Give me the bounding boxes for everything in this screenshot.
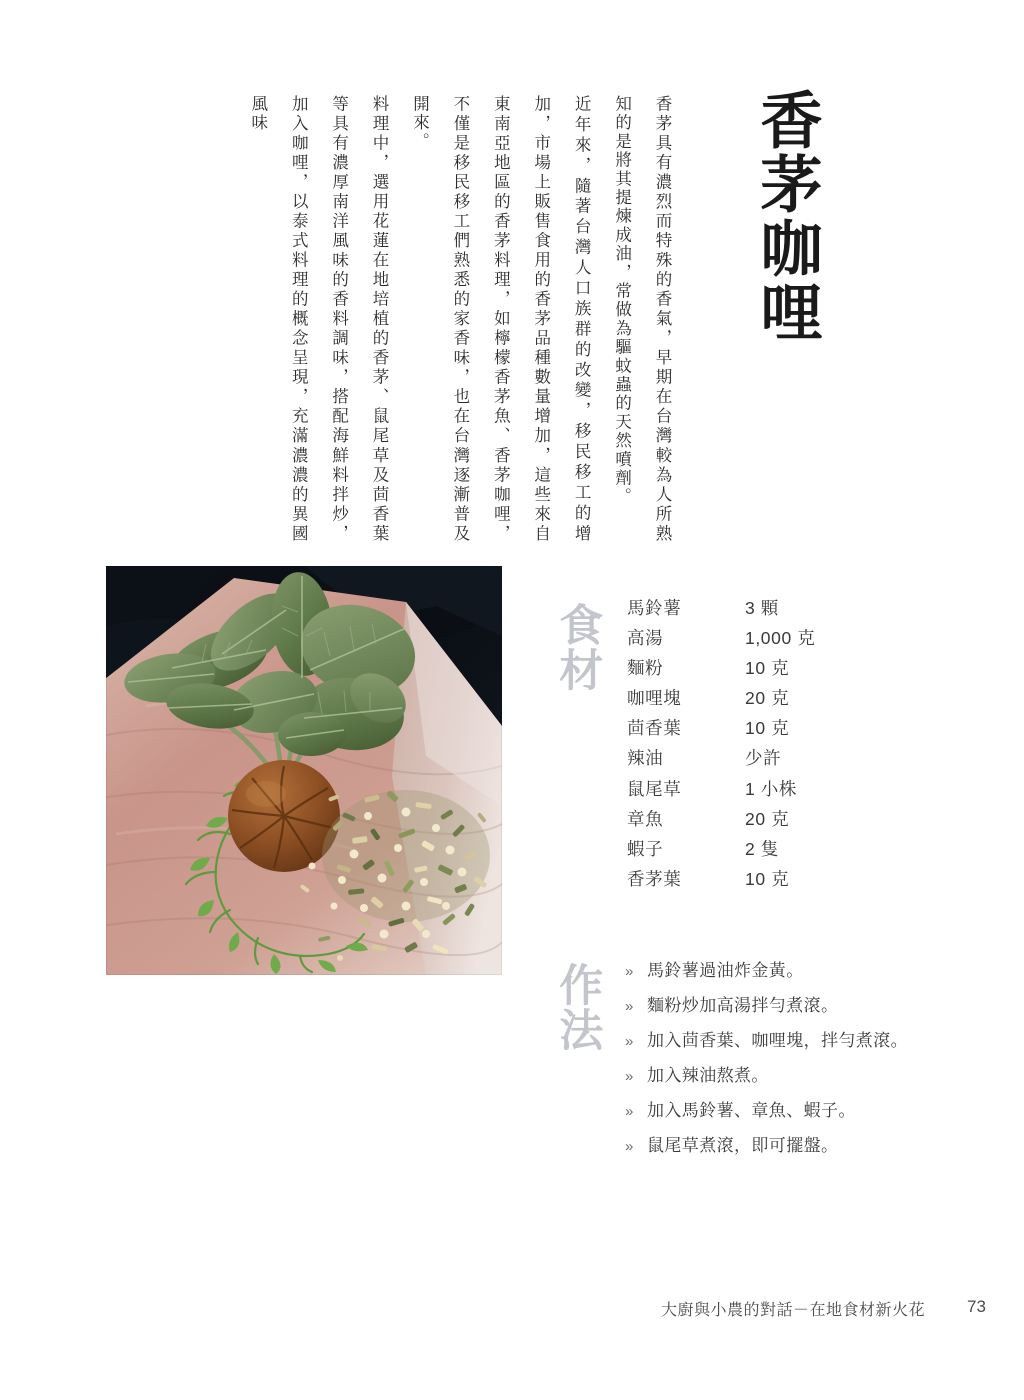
list-item — [625, 1067, 985, 1102]
ingredient-amount: 20 克 — [745, 688, 790, 709]
ingredient-name: 茴香葉 — [627, 718, 682, 739]
ingredient-name: 蝦子 — [627, 838, 664, 859]
ingredient-amount: 少許 — [745, 748, 782, 769]
table-row — [627, 660, 815, 690]
ingredient-name: 香茅葉 — [627, 868, 682, 889]
list-item — [625, 1137, 985, 1172]
ingredients-table — [627, 600, 815, 901]
table-row — [627, 841, 815, 871]
page-title: 香茅咖哩 — [751, 88, 819, 344]
table-row — [627, 871, 815, 901]
method-step-text: 麵粉炒加高湯拌勻煮滾。 — [647, 996, 839, 1015]
bullet-icon: » — [625, 998, 634, 1015]
intro-paragraph-2: 近年來，隨著台灣人口族群的改變，移民移工的增加，市場上販售食用的香茅品種數量增加，這些來自東南亞地區的香茅料理，如檸檬香茅魚、香茅咖哩，不僅是移民移工們熟悉的家香味，也在台灣逐漸普及開來。 — [410, 95, 592, 543]
ingredient-amount: 10 克 — [745, 718, 790, 739]
list-item — [625, 997, 985, 1032]
table-row — [627, 781, 815, 811]
ingredient-amount: 20 克 — [745, 808, 790, 829]
dish-photo — [106, 566, 502, 975]
table-row — [627, 720, 815, 750]
ingredient-name: 麵粉 — [627, 658, 664, 679]
method-step-text: 加入辣油熬煮。 — [647, 1066, 769, 1085]
list-item — [625, 962, 985, 997]
ingredient-amount: 10 克 — [745, 658, 790, 679]
bullet-icon: » — [625, 1103, 634, 1120]
table-row — [627, 600, 815, 630]
ingredient-amount: 10 克 — [745, 868, 790, 889]
intro-paragraph-3: 料理中，選用花蓮在地培植的香茅、鼠尾草及茴香葉等具有濃厚南洋風味的香料調味，搭配海鮮料拌炒，加入咖哩，以泰式料理的概念呈現，充滿濃濃的異國風味 — [248, 95, 390, 543]
table-row — [627, 750, 815, 780]
method-step-text: 加入茴香葉、咖哩塊，拌勻煮滾。 — [647, 1031, 908, 1050]
bullet-icon: » — [625, 1033, 634, 1050]
page-number: 73 — [967, 1297, 986, 1316]
ingredient-amount: 1 小株 — [745, 778, 797, 799]
intro-body — [222, 95, 682, 543]
method-step-text: 馬鈴薯過油炸金黃。 — [647, 961, 804, 980]
method-step-text: 鼠尾草煮滾，即可擺盤。 — [647, 1136, 839, 1155]
ingredient-name: 咖哩塊 — [627, 688, 682, 709]
ingredient-name: 馬鈴薯 — [627, 598, 682, 618]
list-item — [625, 1102, 985, 1137]
ingredient-amount: 1,000 克 — [745, 628, 816, 649]
ingredient-name: 辣油 — [627, 748, 664, 769]
ingredient-name: 高湯 — [627, 628, 664, 649]
ingredient-amount: 3 顆 — [745, 598, 779, 618]
table-row — [627, 811, 815, 841]
method-step-text: 加入馬鈴薯、章魚、蝦子。 — [647, 1101, 856, 1120]
ingredient-name: 章魚 — [627, 808, 664, 829]
bullet-icon: » — [625, 963, 634, 980]
list-item — [625, 1032, 985, 1067]
ingredients-section-label: 食材 — [552, 602, 602, 692]
ingredient-amount: 2 隻 — [745, 838, 779, 859]
ingredient-name: 鼠尾草 — [627, 778, 682, 799]
table-row — [627, 690, 815, 720]
footer-caption: 大廚與小農的對話－在地食材新火花 — [661, 1302, 926, 1319]
bullet-icon: » — [625, 1068, 634, 1085]
bullet-icon: » — [625, 1138, 634, 1155]
intro-paragraph-1: 香茅具有濃烈而特殊的香氣，早期在台灣較為人所熟知的是將其提煉成油，常做為驅蚊蟲的天然噴劑。 — [612, 95, 672, 543]
method-list — [625, 962, 985, 1172]
table-row — [627, 630, 815, 660]
method-section-label: 作法 — [552, 962, 602, 1052]
